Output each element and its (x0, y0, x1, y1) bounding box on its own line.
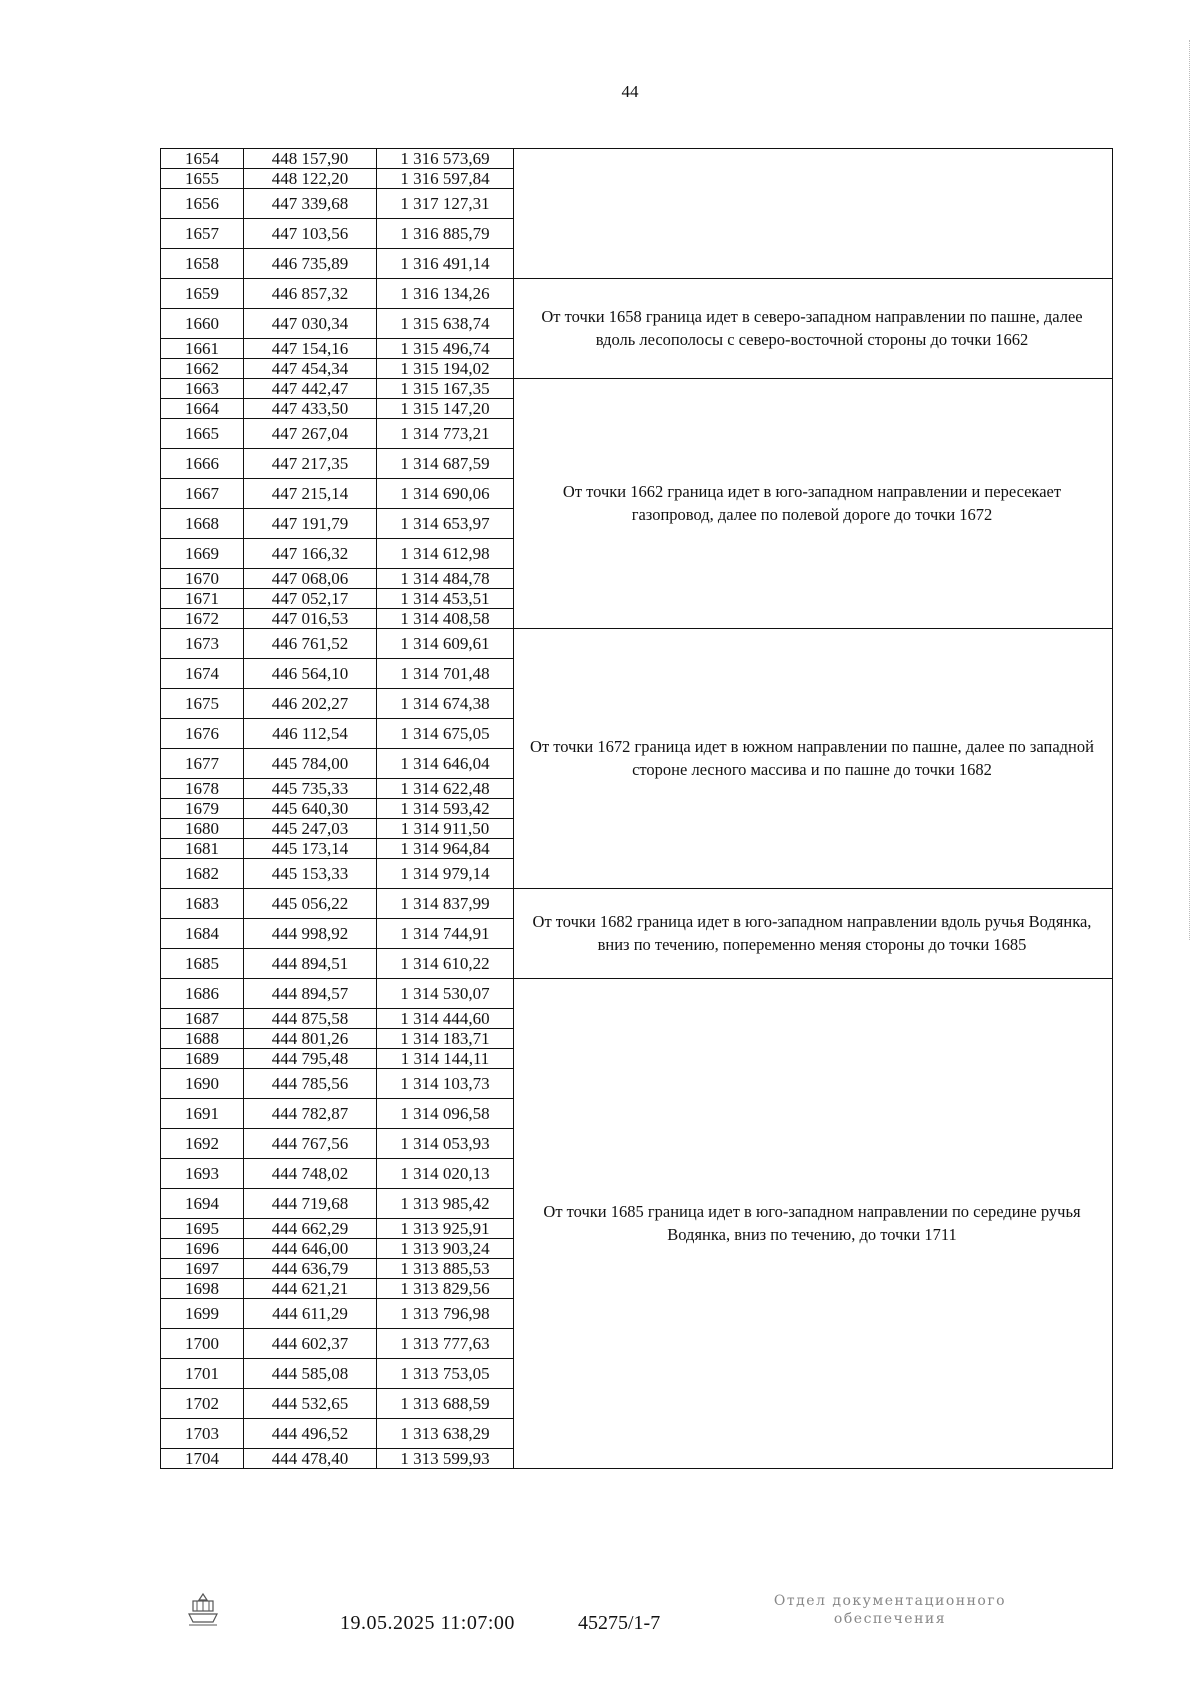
point-number-cell: 1676 (161, 719, 244, 749)
y-coordinate-cell: 1 314 675,05 (377, 719, 514, 749)
y-coordinate-cell: 1 313 903,24 (377, 1239, 514, 1259)
boundary-description: От точки 1662 граница идет в юго-западном направлении и пересекает газопровод, далее по полевой дороге до точки 1672 (512, 379, 1112, 629)
y-coordinate-cell: 1 314 646,04 (377, 749, 514, 779)
point-number-cell: 1655 (161, 169, 244, 189)
point-number-cell: 1656 (161, 189, 244, 219)
x-coordinate-cell: 444 801,26 (244, 1029, 377, 1049)
x-coordinate-cell: 444 894,51 (244, 949, 377, 979)
table-row (161, 659, 514, 689)
stamp-line-1: Отдел документационного (773, 1593, 1007, 1609)
point-number-cell: 1660 (161, 309, 244, 339)
y-coordinate-cell: 1 317 127,31 (377, 189, 514, 219)
x-coordinate-cell: 447 052,17 (244, 589, 377, 609)
table-row (161, 629, 514, 659)
point-number-cell: 1664 (161, 399, 244, 419)
y-coordinate-cell: 1 314 744,91 (377, 919, 514, 949)
x-coordinate-cell: 444 875,58 (244, 1009, 377, 1029)
table-row (161, 249, 514, 279)
point-number-cell: 1659 (161, 279, 244, 309)
point-number-cell: 1685 (161, 949, 244, 979)
table-row (161, 1159, 514, 1189)
y-coordinate-cell: 1 313 599,93 (377, 1449, 514, 1469)
table-row (161, 309, 514, 339)
point-number-cell: 1669 (161, 539, 244, 569)
table-row (161, 1299, 514, 1329)
point-number-cell: 1678 (161, 779, 244, 799)
y-coordinate-cell: 1 314 020,13 (377, 1159, 514, 1189)
y-coordinate-cell: 1 315 638,74 (377, 309, 514, 339)
x-coordinate-cell: 447 215,14 (244, 479, 377, 509)
x-coordinate-cell: 444 719,68 (244, 1189, 377, 1219)
point-number-cell: 1702 (161, 1389, 244, 1419)
y-coordinate-cell: 1 314 979,14 (377, 859, 514, 889)
x-coordinate-cell: 447 442,47 (244, 379, 377, 399)
x-coordinate-cell: 444 478,40 (244, 1449, 377, 1469)
y-coordinate-cell: 1 314 609,61 (377, 629, 514, 659)
x-coordinate-cell: 448 122,20 (244, 169, 377, 189)
boundary-description: От точки 1685 граница идет в юго-западном направлении по середине ручья Водянка, вниз по течению, до точки 1711 (512, 979, 1112, 1469)
table-row (161, 1359, 514, 1389)
y-coordinate-cell: 1 314 096,58 (377, 1099, 514, 1129)
point-number-cell: 1691 (161, 1099, 244, 1129)
x-coordinate-cell: 444 646,00 (244, 1239, 377, 1259)
x-coordinate-cell: 447 103,56 (244, 219, 377, 249)
point-number-cell: 1692 (161, 1129, 244, 1159)
y-coordinate-cell: 1 313 753,05 (377, 1359, 514, 1389)
y-coordinate-cell: 1 313 925,91 (377, 1219, 514, 1239)
table-row (161, 979, 514, 1009)
x-coordinate-cell: 447 339,68 (244, 189, 377, 219)
y-coordinate-cell: 1 313 638,29 (377, 1419, 514, 1449)
point-number-cell: 1661 (161, 339, 244, 359)
x-coordinate-cell: 444 767,56 (244, 1129, 377, 1159)
x-coordinate-cell: 444 785,56 (244, 1069, 377, 1099)
point-number-cell: 1667 (161, 479, 244, 509)
point-number-cell: 1684 (161, 919, 244, 949)
x-coordinate-cell: 444 621,21 (244, 1279, 377, 1299)
table-row (161, 779, 514, 799)
point-number-cell: 1695 (161, 1219, 244, 1239)
table-row (161, 819, 514, 839)
table-row (161, 1279, 514, 1299)
y-coordinate-cell: 1 315 167,35 (377, 379, 514, 399)
point-number-cell: 1689 (161, 1049, 244, 1069)
y-coordinate-cell: 1 315 496,74 (377, 339, 514, 359)
table-row (161, 1329, 514, 1359)
x-coordinate-cell: 445 153,33 (244, 859, 377, 889)
y-coordinate-cell: 1 314 653,97 (377, 509, 514, 539)
x-coordinate-cell: 447 267,04 (244, 419, 377, 449)
y-coordinate-cell: 1 314 408,58 (377, 609, 514, 629)
x-coordinate-cell: 447 030,34 (244, 309, 377, 339)
point-number-cell: 1657 (161, 219, 244, 249)
x-coordinate-cell: 445 784,00 (244, 749, 377, 779)
x-coordinate-cell: 447 217,35 (244, 449, 377, 479)
point-number-cell: 1668 (161, 509, 244, 539)
point-number-cell: 1686 (161, 979, 244, 1009)
stamp-line-2: обеспечения (833, 1611, 947, 1628)
point-number-cell: 1679 (161, 799, 244, 819)
y-coordinate-cell: 1 316 885,79 (377, 219, 514, 249)
boundary-description: От точки 1658 граница идет в северо-западном направлении по пашне, далее вдоль лесополосы с северо-восточной стороны до точки 1662 (512, 279, 1112, 379)
x-coordinate-cell: 446 202,27 (244, 689, 377, 719)
x-coordinate-cell: 447 433,50 (244, 399, 377, 419)
x-coordinate-cell: 445 173,14 (244, 839, 377, 859)
table-row (161, 569, 514, 589)
y-coordinate-cell: 1 313 885,53 (377, 1259, 514, 1279)
point-number-cell: 1703 (161, 1419, 244, 1449)
x-coordinate-cell: 444 795,48 (244, 1049, 377, 1069)
y-coordinate-cell: 1 316 597,84 (377, 169, 514, 189)
y-coordinate-cell: 1 316 134,26 (377, 279, 514, 309)
table-row (161, 799, 514, 819)
table-row (161, 1219, 514, 1239)
point-number-cell: 1674 (161, 659, 244, 689)
table-row (161, 1419, 514, 1449)
department-stamp (740, 1592, 1040, 1628)
table-row (161, 399, 514, 419)
point-number-cell: 1699 (161, 1299, 244, 1329)
table-row (161, 1049, 514, 1069)
table-row (161, 749, 514, 779)
point-number-cell: 1670 (161, 569, 244, 589)
scan-edge-mark (1189, 40, 1196, 940)
y-coordinate-cell: 1 314 484,78 (377, 569, 514, 589)
page-number: 44 (621, 82, 639, 101)
table-row (161, 949, 514, 979)
table-row (161, 449, 514, 479)
table-row (161, 1259, 514, 1279)
table-row (161, 189, 514, 219)
x-coordinate-cell: 446 857,32 (244, 279, 377, 309)
point-number-cell: 1672 (161, 609, 244, 629)
table-row (161, 1029, 514, 1049)
x-coordinate-cell: 448 157,90 (244, 149, 377, 169)
table-row (161, 219, 514, 249)
table-row (161, 279, 514, 309)
point-number-cell: 1682 (161, 859, 244, 889)
point-number-cell: 1683 (161, 889, 244, 919)
table-row (161, 509, 514, 539)
point-number-cell: 1673 (161, 629, 244, 659)
x-coordinate-cell: 447 016,53 (244, 609, 377, 629)
y-coordinate-cell: 1 314 911,50 (377, 819, 514, 839)
x-coordinate-cell: 444 636,79 (244, 1259, 377, 1279)
x-coordinate-cell: 444 496,52 (244, 1419, 377, 1449)
y-coordinate-cell: 1 314 593,42 (377, 799, 514, 819)
y-coordinate-cell: 1 314 674,38 (377, 689, 514, 719)
y-coordinate-cell: 1 316 491,14 (377, 249, 514, 279)
x-coordinate-cell: 447 191,79 (244, 509, 377, 539)
emblem-icon (183, 1590, 223, 1630)
point-number-cell: 1671 (161, 589, 244, 609)
point-number-cell: 1681 (161, 839, 244, 859)
coordinates-table-body (161, 149, 514, 1469)
y-coordinate-cell: 1 314 612,98 (377, 539, 514, 569)
x-coordinate-cell: 446 112,54 (244, 719, 377, 749)
point-number-cell: 1663 (161, 379, 244, 399)
table-row (161, 1449, 514, 1469)
table-row (161, 539, 514, 569)
table-row (161, 169, 514, 189)
y-coordinate-cell: 1 316 573,69 (377, 149, 514, 169)
point-number-cell: 1688 (161, 1029, 244, 1049)
x-coordinate-cell: 444 532,65 (244, 1389, 377, 1419)
table-row (161, 379, 514, 399)
table-row (161, 1129, 514, 1159)
table-row (161, 359, 514, 379)
table-row (161, 1009, 514, 1029)
x-coordinate-cell: 444 998,92 (244, 919, 377, 949)
point-number-cell: 1680 (161, 819, 244, 839)
x-coordinate-cell: 444 748,02 (244, 1159, 377, 1189)
point-number-cell: 1704 (161, 1449, 244, 1469)
y-coordinate-cell: 1 314 103,73 (377, 1069, 514, 1099)
table-row (161, 1069, 514, 1099)
point-number-cell: 1675 (161, 689, 244, 719)
table-row (161, 609, 514, 629)
x-coordinate-cell: 444 585,08 (244, 1359, 377, 1389)
x-coordinate-cell: 447 166,32 (244, 539, 377, 569)
point-number-cell: 1665 (161, 419, 244, 449)
table-row (161, 719, 514, 749)
point-number-cell: 1690 (161, 1069, 244, 1099)
y-coordinate-cell: 1 314 687,59 (377, 449, 514, 479)
y-coordinate-cell: 1 314 144,11 (377, 1049, 514, 1069)
x-coordinate-cell: 446 735,89 (244, 249, 377, 279)
table-row (161, 919, 514, 949)
y-coordinate-cell: 1 314 183,71 (377, 1029, 514, 1049)
y-coordinate-cell: 1 314 964,84 (377, 839, 514, 859)
y-coordinate-cell: 1 314 773,21 (377, 419, 514, 449)
x-coordinate-cell: 445 735,33 (244, 779, 377, 799)
y-coordinate-cell: 1 314 610,22 (377, 949, 514, 979)
point-number-cell: 1654 (161, 149, 244, 169)
x-coordinate-cell: 447 068,06 (244, 569, 377, 589)
y-coordinate-cell: 1 313 796,98 (377, 1299, 514, 1329)
coordinates-table (160, 148, 514, 1469)
x-coordinate-cell: 446 564,10 (244, 659, 377, 689)
x-coordinate-cell: 447 154,16 (244, 339, 377, 359)
x-coordinate-cell: 447 454,34 (244, 359, 377, 379)
boundary-description (512, 149, 1112, 279)
point-number-cell: 1698 (161, 1279, 244, 1299)
x-coordinate-cell: 445 247,03 (244, 819, 377, 839)
description-column (512, 148, 1113, 1469)
x-coordinate-cell: 444 602,37 (244, 1329, 377, 1359)
y-coordinate-cell: 1 314 053,93 (377, 1129, 514, 1159)
x-coordinate-cell: 444 782,87 (244, 1099, 377, 1129)
point-number-cell: 1694 (161, 1189, 244, 1219)
y-coordinate-cell: 1 314 444,60 (377, 1009, 514, 1029)
point-number-cell: 1677 (161, 749, 244, 779)
point-number-cell: 1687 (161, 1009, 244, 1029)
y-coordinate-cell: 1 315 147,20 (377, 399, 514, 419)
x-coordinate-cell: 444 662,29 (244, 1219, 377, 1239)
table-row (161, 889, 514, 919)
footer-datetime: 19.05.2025 11:07:00 (340, 1612, 515, 1634)
point-number-cell: 1697 (161, 1259, 244, 1279)
table-row (161, 479, 514, 509)
point-number-cell: 1658 (161, 249, 244, 279)
table-row (161, 589, 514, 609)
y-coordinate-cell: 1 313 985,42 (377, 1189, 514, 1219)
y-coordinate-cell: 1 314 453,51 (377, 589, 514, 609)
table-row (161, 149, 514, 169)
y-coordinate-cell: 1 314 837,99 (377, 889, 514, 919)
x-coordinate-cell: 445 640,30 (244, 799, 377, 819)
y-coordinate-cell: 1 314 530,07 (377, 979, 514, 1009)
table-row (161, 1389, 514, 1419)
y-coordinate-cell: 1 313 688,59 (377, 1389, 514, 1419)
table-row (161, 1189, 514, 1219)
x-coordinate-cell: 446 761,52 (244, 629, 377, 659)
y-coordinate-cell: 1 314 690,06 (377, 479, 514, 509)
table-row (161, 339, 514, 359)
x-coordinate-cell: 444 611,29 (244, 1299, 377, 1329)
y-coordinate-cell: 1 314 622,48 (377, 779, 514, 799)
table-row (161, 1239, 514, 1259)
footer-document-number: 45275/1-7 (578, 1612, 661, 1634)
table-row (161, 1099, 514, 1129)
y-coordinate-cell: 1 314 701,48 (377, 659, 514, 689)
x-coordinate-cell: 445 056,22 (244, 889, 377, 919)
table-row (161, 839, 514, 859)
point-number-cell: 1693 (161, 1159, 244, 1189)
coordinates-sheet (160, 148, 1115, 1568)
y-coordinate-cell: 1 315 194,02 (377, 359, 514, 379)
y-coordinate-cell: 1 313 777,63 (377, 1329, 514, 1359)
y-coordinate-cell: 1 313 829,56 (377, 1279, 514, 1299)
point-number-cell: 1700 (161, 1329, 244, 1359)
table-row (161, 689, 514, 719)
point-number-cell: 1666 (161, 449, 244, 479)
point-number-cell: 1701 (161, 1359, 244, 1389)
table-row (161, 419, 514, 449)
point-number-cell: 1696 (161, 1239, 244, 1259)
point-number-cell: 1662 (161, 359, 244, 379)
table-row (161, 859, 514, 889)
boundary-description: От точки 1682 граница идет в юго-западном направлении вдоль ручья Водянка, вниз по течению, попеременно меняя стороны до точки 1685 (512, 889, 1112, 979)
boundary-description: От точки 1672 граница идет в южном направлении по пашне, далее по западной стороне лесного массива и по пашне до точки 1682 (512, 629, 1112, 889)
x-coordinate-cell: 444 894,57 (244, 979, 377, 1009)
